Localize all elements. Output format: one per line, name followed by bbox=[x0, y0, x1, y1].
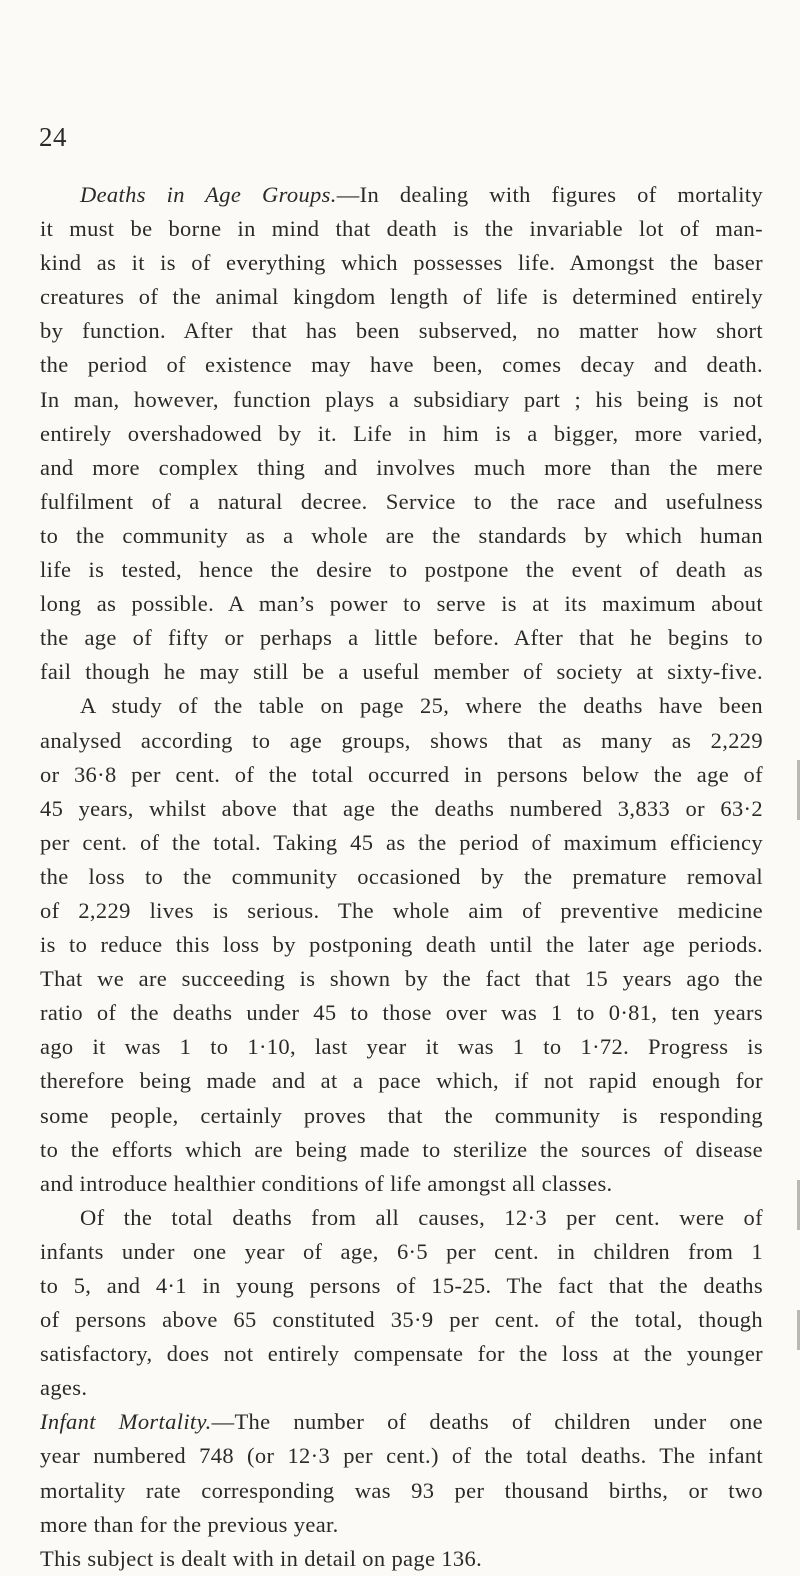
text-line: the age of fifty or perhaps a little before. After that he begins to bbox=[40, 625, 763, 651]
text-line: In man, however, function plays a subsidiary part ; his being is not bbox=[40, 386, 763, 412]
text-line: analysed according to age groups, shows that as many as 2,229 bbox=[40, 727, 763, 753]
text-line: and introduce healthier conditions of life amongst all classes. bbox=[40, 1170, 613, 1196]
text-line: long as possible. A man’s power to serve is at its maximum about bbox=[40, 591, 763, 617]
body-text bbox=[40, 178, 763, 1576]
text-line: kind as it is of everything which possesses life. Amongst the baser bbox=[40, 250, 763, 276]
section-deaths-first-line bbox=[40, 178, 763, 212]
text-line: of persons above 65 constituted 35·9 per cent. of the total, though bbox=[40, 1307, 763, 1333]
text-line: to the community as a whole are the standards by which human bbox=[40, 522, 763, 548]
text-line: fulfilment of a natural decree. Service to the race and usefulness bbox=[40, 488, 763, 514]
page-number: 24 bbox=[39, 122, 67, 152]
text-line: it must be borne in mind that death is the invariable lot of man- bbox=[40, 216, 763, 242]
text-line: therefore being made and at a pace which, if not rapid enough for bbox=[40, 1068, 763, 1094]
section-infant-first-line-text: —The number of deaths of children under one bbox=[211, 1409, 763, 1435]
text-line: satisfactory, does not entirely compensate for the loss at the younger bbox=[40, 1341, 763, 1367]
text-line: life is tested, hence the desire to postpone the event of death as bbox=[40, 557, 763, 583]
text-line: is to reduce this loss by postponing death until the later age periods. bbox=[40, 932, 763, 958]
text-line: or 36·8 per cent. of the total occurred in persons below the age of bbox=[40, 761, 763, 787]
paragraph-first-line: Of the total deaths from all causes, 12·3 per cent. were of bbox=[80, 1204, 763, 1230]
text-line: entirely overshadowed by it. Life in him is a bigger, more varied, bbox=[40, 420, 763, 446]
text-line: That we are succeeding is shown by the fact that 15 years ago the bbox=[40, 966, 763, 992]
text-line: fail though he may still be a useful member of society at sixty-five. bbox=[40, 659, 763, 685]
text-line: to 5, and 4·1 in young persons of 15-25. The fact that the deaths bbox=[40, 1273, 763, 1298]
section-infant-first-line bbox=[40, 1405, 763, 1439]
text-line: of 2,229 lives is serious. The whole aim of preventive medicine bbox=[40, 897, 763, 923]
text-line: ages. bbox=[40, 1375, 88, 1401]
text-line: year numbered 748 (or 12·3 per cent.) of the total deaths. The infant bbox=[40, 1443, 763, 1469]
text-line: the loss to the community occasioned by the premature removal bbox=[40, 863, 763, 889]
text-line: 45 years, whilst above that age the deaths numbered 3,833 or 63·2 bbox=[40, 795, 763, 821]
text-line: the period of existence may have been, comes decay and death. bbox=[40, 352, 763, 378]
text-line: ago it was 1 to 1·10, last year it was 1 to 1·72. Progress is bbox=[40, 1034, 763, 1060]
text-line: some people, certainly proves that the community is responding bbox=[40, 1102, 763, 1128]
text-line: by function. After that has been subserved, no matter how short bbox=[40, 318, 763, 344]
section-heading-infant-mortality: Infant Mortality. bbox=[40, 1409, 212, 1435]
section-deaths-first-line-text: —In dealing with figures of mortality bbox=[336, 182, 763, 207]
text-line: to the efforts which are being made to sterilize the sources of disease bbox=[40, 1136, 763, 1162]
text-line: and more complex thing and involves much more than the mere bbox=[40, 454, 763, 480]
text-line: creatures of the animal kingdom length of life is determined entirely bbox=[40, 284, 763, 310]
text-line: infants under one year of age, 6·5 per cent. in children from 1 bbox=[40, 1238, 763, 1264]
text-line: mortality rate corresponding was 93 per thousand births, or two bbox=[40, 1477, 763, 1503]
text-line: This subject is dealt with in detail on page 136. bbox=[40, 1545, 483, 1571]
paragraph-first-line: A study of the table on page 25, where the deaths have been bbox=[80, 693, 763, 719]
text-line: ratio of the deaths under 45 to those over was 1 to 0·81, ten years bbox=[40, 1000, 763, 1026]
text-line: per cent. of the total. Taking 45 as the period of maximum efficiency bbox=[40, 829, 763, 855]
section-heading-deaths-in-age-groups: Deaths in Age Groups. bbox=[80, 182, 337, 207]
text-line: more than for the previous year. bbox=[40, 1511, 339, 1537]
